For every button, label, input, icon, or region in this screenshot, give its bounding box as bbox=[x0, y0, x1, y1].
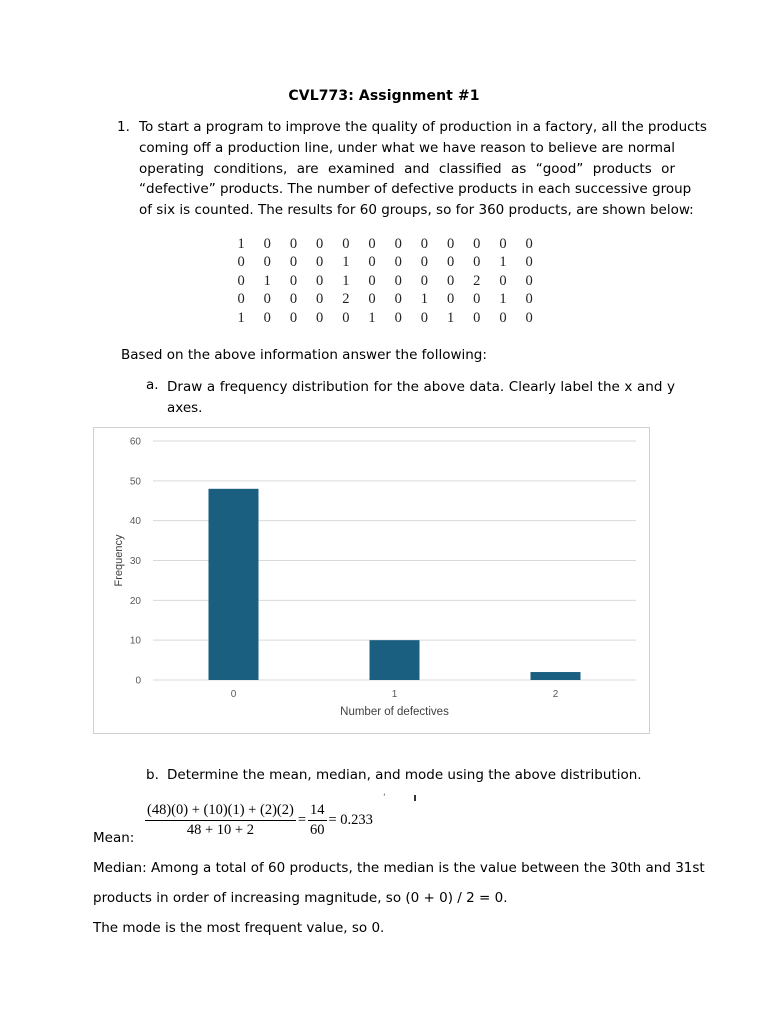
data-cell: 0 bbox=[394, 235, 402, 252]
data-cell: 0 bbox=[263, 235, 271, 252]
data-cell: 1 bbox=[368, 309, 376, 326]
x-tick-label: 2 bbox=[552, 689, 559, 700]
data-cell: 0 bbox=[316, 272, 324, 289]
data-cell: 0 bbox=[525, 235, 533, 252]
data-cell: 0 bbox=[499, 309, 507, 326]
data-cell: 1 bbox=[342, 254, 350, 271]
data-cell: 1 bbox=[446, 309, 455, 326]
bar bbox=[209, 489, 259, 680]
data-cell: 0 bbox=[289, 309, 298, 326]
data-cell: 0 bbox=[316, 235, 324, 252]
y-tick-label: 0 bbox=[135, 675, 141, 687]
data-cell: 0 bbox=[368, 254, 376, 271]
x-axis-label: Number of defectives bbox=[340, 706, 449, 718]
question-line: coming off a production line, under what we have reason to believe are normal bbox=[139, 139, 675, 156]
data-row bbox=[228, 272, 542, 291]
y-tick-label: 50 bbox=[129, 476, 141, 488]
data-cell: 0 bbox=[342, 235, 350, 252]
stray-mark: ‘ bbox=[383, 793, 386, 803]
question-line: of six is counted. The results for 60 groups, so for 360 products, are shown below: bbox=[139, 202, 694, 219]
data-cell: 0 bbox=[237, 272, 245, 289]
part-a-line: axes. bbox=[167, 399, 203, 416]
data-cell: 0 bbox=[394, 291, 402, 308]
x-tick-label: 1 bbox=[391, 689, 398, 700]
data-row bbox=[228, 309, 542, 328]
equals-sign: = bbox=[297, 812, 306, 828]
data-cell: 0 bbox=[525, 272, 533, 289]
question-number: 1. bbox=[117, 119, 130, 135]
data-cell: 0 bbox=[473, 309, 481, 326]
data-cell: 0 bbox=[420, 309, 429, 326]
question-line: “defective” products. The number of defective products in each successive group bbox=[139, 181, 692, 198]
data-cell: 0 bbox=[499, 272, 507, 289]
data-cell: 0 bbox=[316, 309, 324, 326]
x-tick-label: 0 bbox=[230, 689, 237, 700]
bar bbox=[531, 672, 581, 680]
question-paragraph bbox=[139, 117, 707, 221]
result-fraction bbox=[308, 802, 327, 839]
frequency-chart bbox=[93, 427, 650, 734]
data-cell: 0 bbox=[263, 309, 271, 326]
data-cell: 1 bbox=[342, 272, 350, 289]
mean-formula bbox=[145, 802, 375, 839]
formula-denominator: 48 + 10 + 2 bbox=[186, 822, 254, 838]
data-cell: 0 bbox=[368, 272, 376, 289]
part-b-label: b. bbox=[146, 767, 159, 783]
data-cell: 1 bbox=[420, 291, 429, 308]
data-cell: 2 bbox=[342, 291, 350, 308]
data-cell: 2 bbox=[473, 272, 481, 289]
data-cell: 0 bbox=[473, 254, 481, 271]
data-cell: 0 bbox=[289, 235, 298, 252]
median-text: products in order of increasing magnitude, so (0 + 0) / 2 = 0. bbox=[93, 890, 508, 906]
data-cell: 0 bbox=[289, 291, 298, 308]
data-cell: 0 bbox=[420, 272, 429, 289]
data-cell: 0 bbox=[525, 254, 533, 271]
mean-label: Mean: bbox=[93, 830, 135, 846]
data-cell: 0 bbox=[499, 235, 507, 252]
data-cell: 0 bbox=[446, 235, 455, 252]
data-cell: 0 bbox=[263, 254, 271, 271]
data-cell: 0 bbox=[473, 291, 481, 308]
formula-fraction bbox=[145, 802, 296, 839]
data-cell: 0 bbox=[342, 309, 350, 326]
data-cell: 0 bbox=[446, 291, 455, 308]
data-cell: 0 bbox=[420, 235, 429, 252]
part-b-text: Determine the mean, median, and mode using the above distribution. bbox=[167, 767, 642, 783]
y-tick-label: 20 bbox=[129, 595, 141, 607]
data-cell: 0 bbox=[316, 291, 324, 308]
result-numerator: 14 bbox=[308, 802, 327, 821]
question-line: operating conditions, are examined and classified as “good” products or bbox=[139, 160, 675, 177]
question-line: To start a program to improve the quality of production in a factory, all the products bbox=[139, 119, 707, 135]
data-cell: 0 bbox=[394, 272, 402, 289]
mode-text: The mode is the most frequent value, so 0. bbox=[93, 920, 385, 936]
data-row bbox=[228, 235, 542, 254]
data-cell: 1 bbox=[237, 235, 245, 252]
data-cell: 1 bbox=[237, 309, 245, 326]
data-row bbox=[228, 254, 542, 273]
chart-canvas bbox=[94, 428, 651, 735]
data-cell: 0 bbox=[368, 235, 376, 252]
data-cell: 0 bbox=[289, 272, 298, 289]
data-cell: 0 bbox=[263, 291, 271, 308]
y-tick-label: 10 bbox=[129, 635, 141, 647]
y-axis-label: Frequency bbox=[113, 534, 125, 587]
instruction-text: Based on the above information answer the following: bbox=[121, 347, 487, 363]
part-a-line: Draw a frequency distribution for the above data. Clearly label the x and y bbox=[167, 379, 675, 395]
y-tick-label: 30 bbox=[129, 556, 141, 567]
data-cell: 1 bbox=[499, 254, 507, 271]
formula-result: = 0.233 bbox=[328, 812, 373, 828]
y-tick-label: 40 bbox=[129, 516, 141, 528]
bar bbox=[370, 640, 420, 680]
data-cell: 0 bbox=[473, 235, 481, 252]
data-row bbox=[228, 291, 542, 310]
stray-mark bbox=[414, 795, 416, 801]
data-cell: 0 bbox=[316, 254, 324, 271]
data-cell: 1 bbox=[263, 272, 271, 289]
part-a-text bbox=[167, 377, 675, 418]
defect-data-table bbox=[228, 235, 542, 328]
result-denominator: 60 bbox=[310, 822, 325, 838]
data-cell: 0 bbox=[525, 291, 533, 308]
data-cell: 1 bbox=[499, 291, 507, 308]
data-cell: 0 bbox=[525, 309, 533, 326]
data-cell: 0 bbox=[237, 291, 245, 308]
data-cell: 0 bbox=[394, 254, 402, 271]
data-cell: 0 bbox=[420, 254, 429, 271]
formula-numerator: (48)(0) + (10)(1) + (2)(2) bbox=[145, 802, 296, 821]
median-text: Median: Among a total of 60 products, the median is the value between the 30th and 31st bbox=[93, 860, 705, 876]
part-a-label: a. bbox=[146, 377, 159, 393]
data-cell: 0 bbox=[368, 291, 376, 308]
assignment-title: CVL773: Assignment #1 bbox=[288, 88, 480, 104]
data-cell: 0 bbox=[446, 272, 455, 289]
data-cell: 0 bbox=[394, 309, 402, 326]
data-cell: 0 bbox=[446, 254, 455, 271]
y-tick-label: 60 bbox=[129, 436, 141, 448]
data-cell: 0 bbox=[237, 254, 245, 271]
data-cell: 0 bbox=[289, 254, 298, 271]
